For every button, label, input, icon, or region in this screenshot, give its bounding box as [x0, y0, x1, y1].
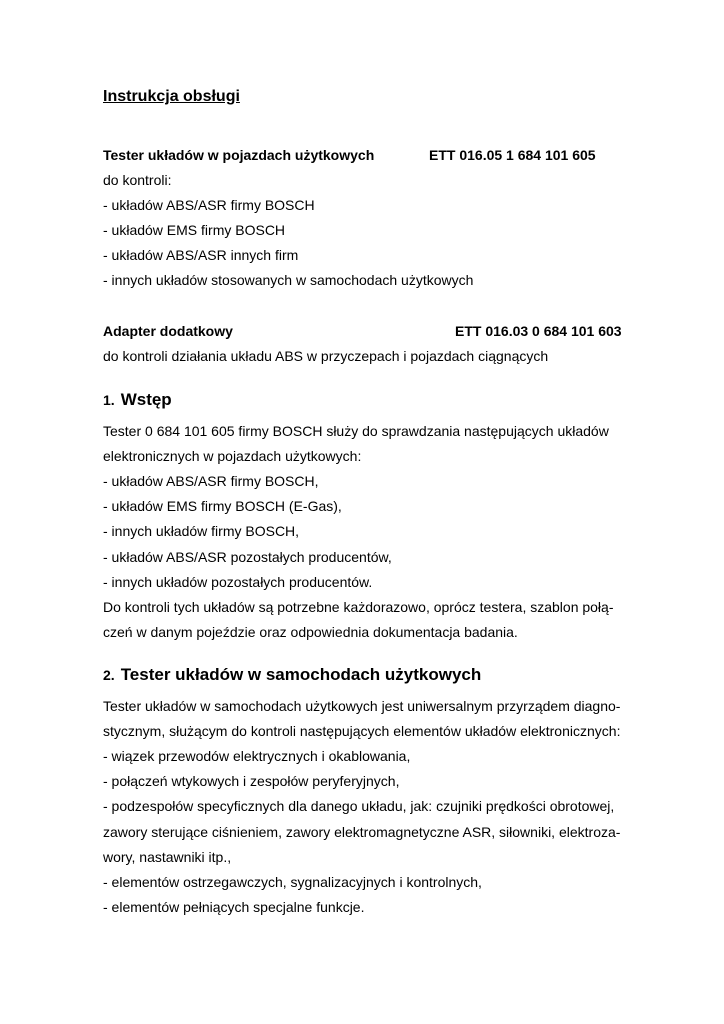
list-item: - układów ABS/ASR firmy BOSCH,	[103, 473, 319, 489]
paragraph-line: Tester 0 684 101 605 firmy BOSCH służy do sprawdzania następujących układów	[103, 423, 609, 439]
list-item: - innych układów pozostałych producentów.	[103, 574, 373, 590]
list-item: - połączeń wtykowych i zespołów peryferyjnych,	[103, 773, 400, 789]
paragraph-line: stycznym, służącym do kontroli następujących elementów układów elektronicznych:	[103, 723, 621, 739]
paragraph-line: Tester układów w samochodach użytkowych jest uniwersalnym przyrządem diagno-	[103, 698, 621, 714]
list-item: - układów EMS firmy BOSCH	[103, 222, 286, 238]
section2-number: 2.	[103, 667, 115, 683]
section2-title: Tester układów w samochodach użytkowych	[120, 665, 482, 684]
list-item: - wiązek przewodów elektrycznych i okablowania,	[103, 748, 411, 764]
adapter-desc: do kontroli działania układu ABS w przyczepach i pojazdach ciągnących	[103, 348, 549, 364]
paragraph-line: elektronicznych w pojazdach użytkowych:	[103, 448, 362, 464]
section2-heading	[103, 664, 481, 686]
adapter-name: Adapter dodatkowy	[103, 323, 233, 339]
tester-name: Tester układów w pojazdach użytkowych	[103, 147, 375, 163]
list-item: - układów ABS/ASR pozostałych producentów,	[103, 549, 392, 565]
list-item: - innych układów firmy BOSCH,	[103, 523, 300, 539]
paragraph-line: wory, nastawniki itp.,	[103, 849, 232, 865]
tester-code: ETT 016.05 1 684 101 605	[429, 147, 596, 163]
tester-intro: do kontroli:	[103, 172, 172, 188]
list-item: - elementów pełniących specjalne funkcje.	[103, 899, 365, 915]
page-title: Instrukcja obsługi	[103, 88, 240, 105]
list-item: - elementów ostrzegawczych, sygnalizacyjnych i kontrolnych,	[103, 874, 482, 890]
paragraph-line: zawory sterujące ciśnieniem, zawory elektromagnetyczne ASR, siłowniki, elektroza-	[103, 824, 621, 840]
list-item: - innych układów stosowanych w samochodach użytkowych	[103, 272, 474, 288]
list-item: - układów EMS firmy BOSCH (E-Gas),	[103, 498, 342, 514]
section1-title: Wstęp	[120, 390, 172, 409]
section1-heading	[103, 389, 172, 411]
list-item: - podzespołów specyficznych dla danego układu, jak: czujniki prędkości obrotowej,	[103, 798, 615, 814]
adapter-code: ETT 016.03 0 684 101 603	[455, 323, 622, 339]
paragraph-line: Do kontroli tych układów są potrzebne każdorazowo, oprócz testera, szablon połą-	[103, 599, 614, 615]
list-item: - układów ABS/ASR innych firm	[103, 247, 299, 263]
list-item: - układów ABS/ASR firmy BOSCH	[103, 197, 315, 213]
section1-number: 1.	[103, 392, 115, 408]
paragraph-line: czeń w danym pojeździe oraz odpowiednia dokumentacja badania.	[103, 624, 518, 640]
